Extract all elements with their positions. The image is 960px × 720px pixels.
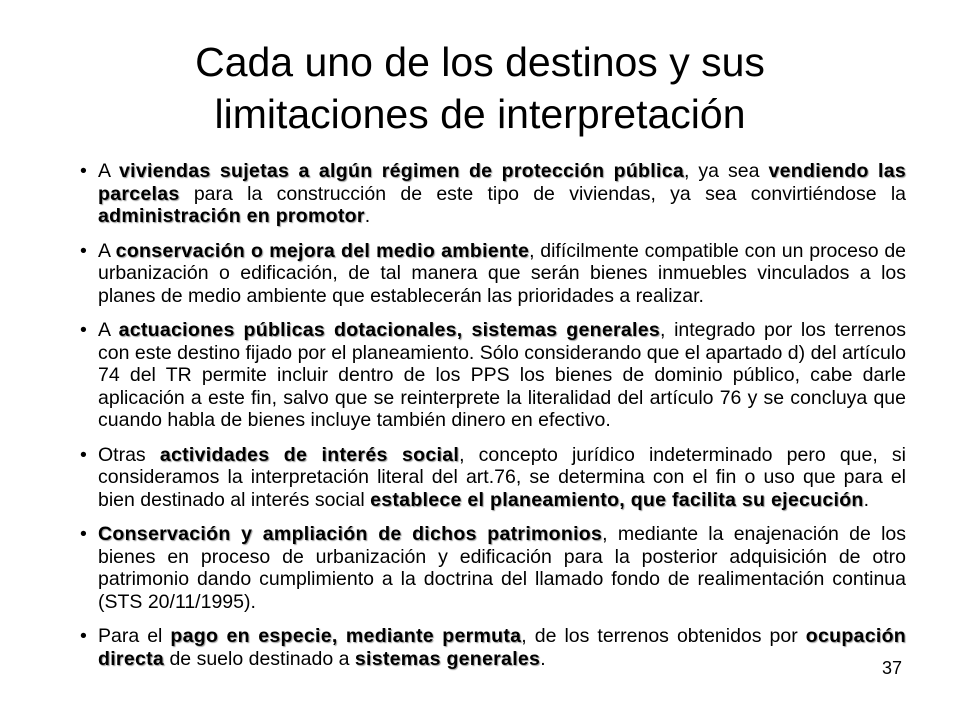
bullet-dot: •: [80, 443, 87, 466]
bullet-item: [76, 160, 906, 228]
bullet-text: , integrado por los terrenos con este destino fijado por el planeamiento. Sólo considerando que el apartado d) del artículo 74 del TR permite incluir dentro de los PPS los bienes de dominio público, cabe darle aplicación a este fin, salvo que se reinterprete la literalidad del artículo 76 y se concluya que cuando habla de bienes incluye también dinero en efectivo.: [98, 319, 906, 431]
bullet-emphasis: viviendas sujetas a algún régimen de protección pública: [118, 160, 684, 182]
bullet-emphasis: administración en promotor: [98, 205, 365, 227]
page-number: 37: [881, 658, 902, 678]
bullet-text: A: [98, 239, 116, 262]
bullet-emphasis: ocupación directa: [98, 625, 906, 670]
bullet-text: Para el: [98, 625, 171, 647]
bullet-text: de suelo destinado a: [164, 647, 355, 670]
bullet-text: , ya sea: [684, 160, 769, 182]
bullet-item: [76, 625, 906, 670]
bullet-dot: •: [80, 160, 87, 182]
bullet-emphasis: actividades de interés social: [159, 443, 460, 466]
bullet-dot: •: [80, 523, 87, 545]
bullet-item: [76, 444, 906, 512]
bullet-text: A: [98, 160, 119, 182]
bullet-emphasis: vendiendo las parcelas: [98, 160, 907, 205]
bullet-dot: •: [80, 239, 87, 262]
bullet-item: [76, 319, 906, 432]
bullet-text: , concepto jurídico indeterminado pero que, si consideramos la interpretación literal del art.76, se determina con el fin o uso que para el bien destinado al interés social: [98, 443, 906, 511]
bullet-emphasis: pago en especie, mediante permuta: [170, 625, 522, 647]
bullet-emphasis: establece el planeamiento, que facilita su ejecución: [370, 488, 864, 511]
bullet-text: Otras: [98, 443, 160, 466]
bullet-text: , de los terrenos obtenidos por: [521, 625, 806, 647]
bullet-item: [76, 523, 906, 613]
bullet-text: .: [863, 488, 870, 511]
bullet-text: , difícilmente compatible con un proceso de urbanización o edificación, de tal manera que serán bienes inmuebles vinculados a los planes de medio ambiente que establecerán las prioridades a realizar.: [98, 239, 907, 307]
slide-title-line-2: limitaciones de interpretación: [214, 91, 746, 137]
bullet-list: [76, 160, 906, 682]
slide-title-line-1: Cada uno de los destinos y sus: [195, 39, 765, 85]
bullet-dot: •: [80, 625, 87, 647]
bullet-item: [76, 240, 906, 308]
bullet-text: A: [98, 319, 119, 341]
slide-title: [40, 36, 920, 140]
bullet-text: .: [364, 205, 371, 227]
bullet-text: para la construcción de este tipo de viviendas, ya sea convirtiéndose la: [179, 182, 906, 205]
bullet-text: , mediante la enajenación de los bienes en proceso de urbanización y edificación para la posterior adquisición de otro patrimonio dando cumplimiento a la doctrina del llamado fondo de realimentación continua (STS 20/11/1995).: [98, 523, 906, 613]
bullet-emphasis: actuaciones públicas dotacionales, sistemas generales: [118, 319, 661, 341]
bullet-emphasis: Conservación y ampliación de dichos patrimonios: [98, 523, 603, 545]
bullet-text: .: [540, 647, 546, 670]
bullet-emphasis: sistemas generales: [354, 647, 541, 670]
bullet-emphasis: conservación o mejora del medio ambiente: [115, 239, 530, 262]
bullet-dot: •: [80, 319, 87, 341]
